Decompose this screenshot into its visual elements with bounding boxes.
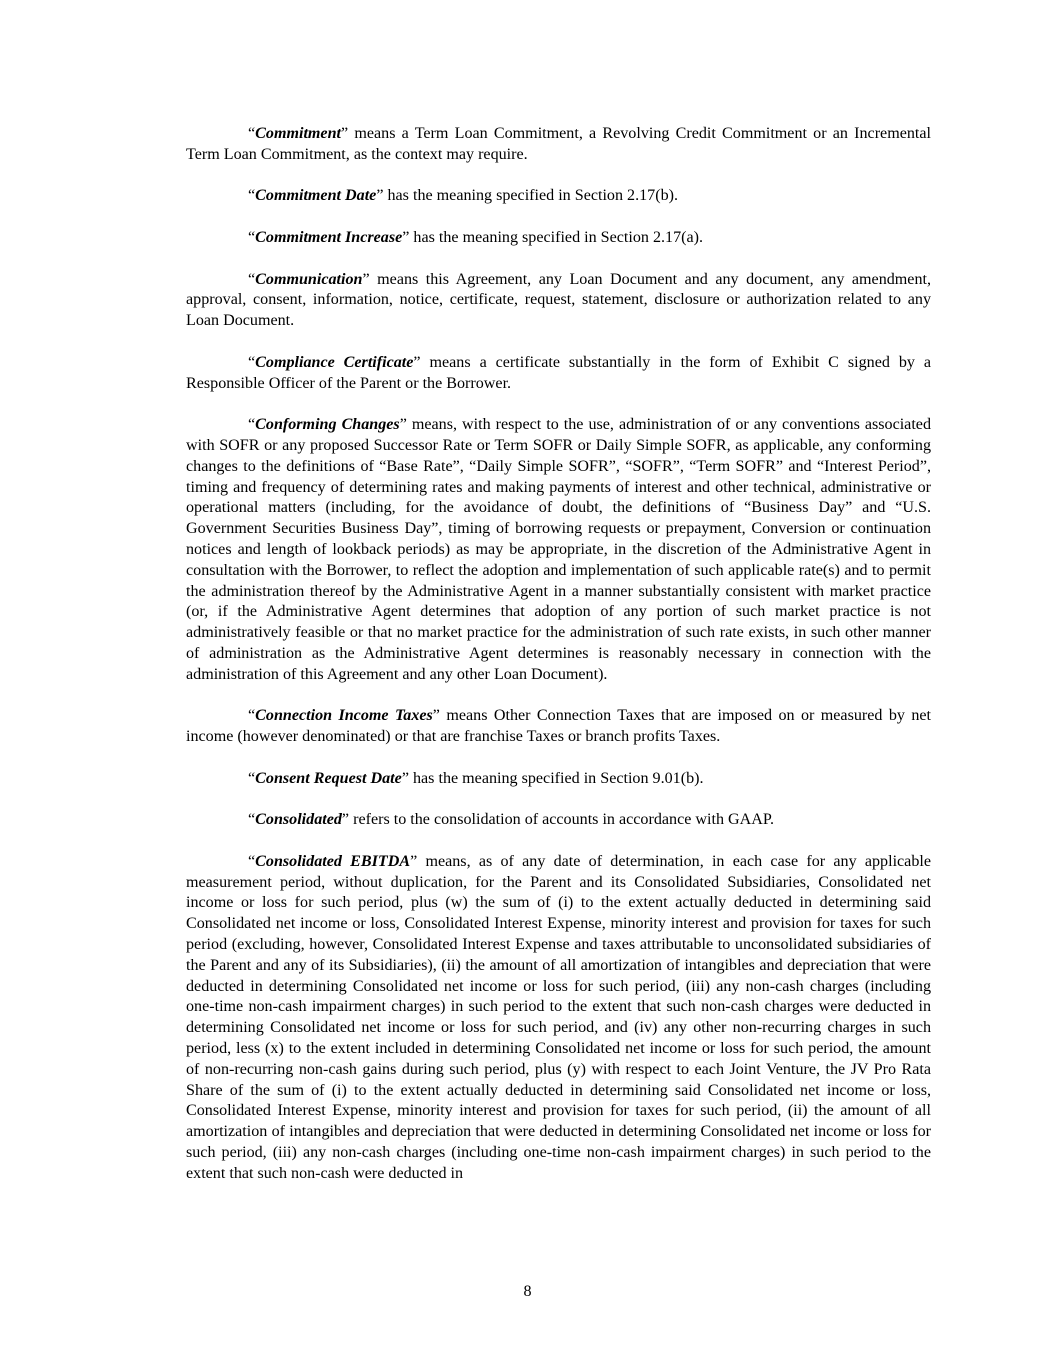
close-quote: ” (341, 125, 349, 142)
close-quote: ” (402, 228, 410, 246)
definition-text: means, with respect to the use, administration of or any conventions associated with SOFR or any proposed Successor Rate or Term SOFR or Daily Simple SOFR, as applicable, any conforming changes to the definitions of “Base Rate”, “Daily Simple SOFR”, “SOFR”, “Term SOFR” and “Interest Period”, timing and frequency of determining rates and making payments of interest and other technical, administrative or operational matters (including, for the avoidance of doubt, the definitions of “Business Day” and “U.S. Government Securities Business Day”, timing of borrowing requests or prepayment, Conversion or continuation notices and length of lookback periods) as may be appropriate, in the discretion of the Administrative Agent in consultation with the Borrower, to reflect the adoption and implementation of such applicable rate(s) and to permit the administration thereof by the Administrative Agent in a manner substantially consistent with market practice (or, if the Administrative Agent determines that adoption of any portion of such market practice is not administratively feasible or that no market practice for the administration of such rate exists, in such other manner of administration as the Administrative Agent determines is reasonably necessary in connection with the administration of this Agreement and any other Loan Document). (186, 416, 931, 683)
definition-consolidated (186, 810, 931, 831)
definition-text: refers to the consolidation of accounts in accordance with GAAP. (349, 811, 775, 829)
definition-text: has the meaning specified in Section 2.17(a). (409, 228, 704, 246)
definition-connection-income-taxes (186, 706, 931, 748)
definition-text: has the meaning specified in Section 2.17(b). (383, 187, 678, 205)
open-quote: “ (248, 270, 256, 288)
open-quote: “ (248, 852, 256, 870)
open-quote: “ (248, 769, 256, 787)
definition-text: means, as of any date of determination, in each case for any applicable measurement period, without duplication, for the Parent and its Consolidated Subsidiaries, Consolidated net income or loss for such period, plus (w) the sum of (i) to the extent actually deducted in determining said Consolidated net income or loss, Consolidated Interest Expense, minority interest and provision for taxes for such period (excluding, however, Consolidated Interest Expense and taxes attributable to unconsolidated subsidiaries of the Parent and any of its Subsidiaries), (ii) the amount of all amortization of intangibles and depreciation that were deducted in determining Consolidated net income or loss for such period, (iii) any non-cash charges (including one-time non-cash impairment charges) in such period to the extent that such non-cash charges were deducted in determining Consolidated net income or loss for such period, and (iv) any other non-recurring charges in such period, less (x) to the extent included in determining Consolidated net income or loss for such period, the amount of non-recurring non-cash gains during such period, plus (y) with respect to each Joint Venture, the JV Pro Rata Share of the sum of (i) to the extent actually deducted in determining said Consolidated net income or loss, Consolidated Interest Expense, minority interest and provision for taxes for such period, (ii) the amount of all amortization of intangibles and depreciation that were deducted in determining Consolidated net income or loss for such period, (iii) any non-cash charges (including one-time non-cash impairment charges) in such period to the extent that such non-cash were deducted in (186, 852, 931, 1182)
close-quote: ” (401, 769, 409, 787)
defined-term: Communication (255, 270, 363, 288)
open-quote: “ (248, 187, 256, 205)
defined-term: Consent Request Date (255, 769, 402, 787)
page-body (186, 124, 931, 1205)
open-quote: “ (248, 353, 256, 371)
definition-consent-request-date (186, 769, 931, 790)
close-quote: ” (413, 353, 421, 371)
definition-text: means a Term Loan Commitment, a Revolving Credit Commitment or an Incremental Term Loan Commitment, as the context may require. (186, 125, 931, 163)
definition-text: has the meaning specified in Section 9.01(b). (408, 769, 704, 787)
close-quote: ” (399, 416, 407, 434)
defined-term: Commitment Date (255, 187, 377, 205)
definition-compliance-certificate (186, 353, 931, 395)
defined-term: Consolidated (255, 811, 342, 829)
definition-commitment-increase (186, 228, 931, 249)
definition-consolidated-ebitda (186, 852, 931, 1185)
close-quote: ” (341, 811, 350, 829)
defined-term: Consolidated EBITDA (255, 852, 411, 870)
definition-text: means this Agreement, any Loan Document and any document, any amendment, approval, consent, information, notice, certificate, request, statement, disclosure or authorization related to any Loan Document. (186, 270, 931, 330)
close-quote: ” (432, 707, 440, 725)
open-quote: “ (248, 707, 256, 725)
open-quote: “ (248, 811, 256, 829)
definition-text: means Other Connection Taxes that are imposed on or measured by net income (however denominated) or that are franchise Taxes or branch profits Taxes. (186, 707, 932, 746)
open-quote: “ (248, 228, 256, 246)
open-quote: “ (248, 416, 256, 434)
close-quote: ” (376, 187, 384, 205)
definition-conforming-changes (186, 415, 931, 685)
definition-communication (186, 270, 931, 332)
defined-term: Commitment (255, 125, 342, 142)
close-quote: ” (410, 852, 418, 870)
page-number: 8 (523, 1283, 532, 1300)
defined-term: Compliance Certificate (255, 353, 414, 371)
defined-term: Conforming Changes (255, 416, 400, 434)
open-quote: “ (248, 125, 256, 142)
definition-commitment-date (186, 186, 931, 207)
defined-term: Commitment Increase (255, 228, 403, 246)
close-quote: ” (362, 270, 370, 288)
definition-text: means a certificate substantially in the form of Exhibit C signed by a Responsible Officer of the Parent or the Borrower. (186, 353, 932, 392)
definition-commitment (186, 124, 931, 166)
defined-term: Connection Income Taxes (255, 707, 433, 725)
